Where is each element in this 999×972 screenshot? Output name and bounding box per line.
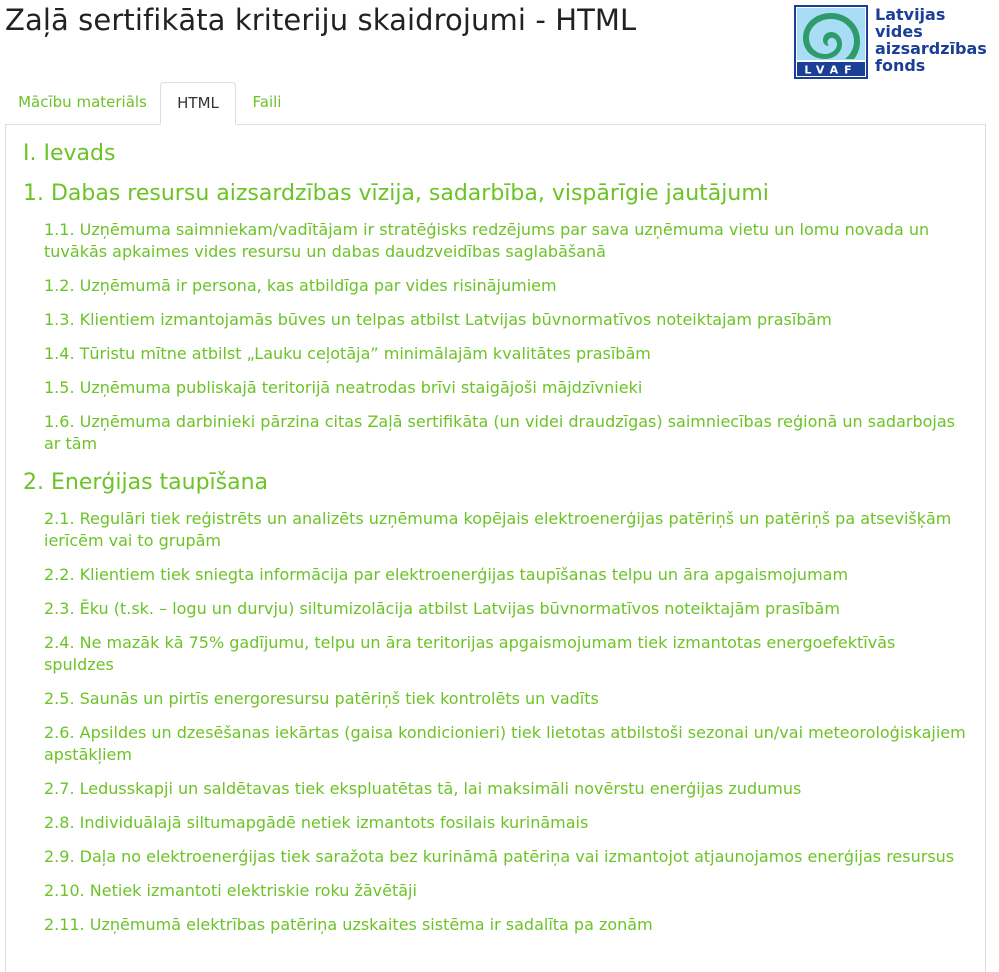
lvaf-logo-name bbox=[875, 6, 987, 74]
logo-name-line-2: vides bbox=[875, 22, 923, 41]
criterion-2-8[interactable]: 2.8. Individuālajā siltumapgādē netiek izmantots fosilais kurināmais bbox=[44, 813, 589, 832]
section-1 bbox=[23, 180, 969, 455]
lvaf-logo-letters: LVAF bbox=[804, 63, 858, 77]
lvaf-logo bbox=[794, 5, 990, 81]
criterion-2-4[interactable]: 2.4. Ne mazāk kā 75% gadījumu, telpu un āra teritorijas apgaismojumam tiek izmantotas energoefektīvās spuldzes bbox=[44, 633, 896, 674]
criterion-2-9[interactable]: 2.9. Daļa no elektroenerģijas tiek saražota bez kurināmā patēriņa vai izmantojot atjaunojamos enerģijas resursus bbox=[44, 847, 955, 866]
criterion-2-6[interactable]: 2.6. Apsildes un dzesēšanas iekārtas (gaisa kondicionieri) tiek lietotas atbilstoši sezonai un/vai meteoroloģiskajiem apstākļiem bbox=[44, 723, 966, 764]
lvaf-logo-mark bbox=[794, 5, 868, 79]
criterion-2-2[interactable]: 2.2. Klientiem tiek sniegta informācija par elektroenerģijas taupīšanas telpu un āra apgaismojumam bbox=[44, 565, 849, 584]
criterion-1-4[interactable]: 1.4. Tūristu mītne atbilst „Lauku ceļotāja” minimālajām kvalitātes prasībām bbox=[44, 344, 651, 363]
criterion-2-5[interactable]: 2.5. Saunās un pirtīs energoresursu patēriņš tiek kontrolēts un vadīts bbox=[44, 689, 599, 708]
criterion-2-1[interactable]: 2.1. Regulāri tiek reģistrēts un analizēts uzņēmuma kopējais elektroenerģijas patēriņš un patēriņš pa atsevišķām ierīcēm vai to grupām bbox=[44, 509, 952, 550]
logo-name-line-3: aizsardzības bbox=[875, 39, 987, 58]
criterion-1-2[interactable]: 1.2. Uzņēmumā ir persona, kas atbildīga par vides risinājumiem bbox=[44, 276, 557, 295]
criterion-2-11[interactable]: 2.11. Uzņēmumā elektrības patēriņa uzskaites sistēma ir sadalīta pa zonām bbox=[44, 915, 653, 934]
criterion-2-3[interactable]: 2.3. Ēku (t.sk. – logu un durvju) siltumizolācija atbilst Latvijas būvnormatīvos noteiktajām prasībām bbox=[44, 599, 840, 618]
criterion-2-7[interactable]: 2.7. Ledusskapji un saldētavas tiek ekspluatētas tā, lai maksimāli novērstu enerģijas zudumus bbox=[44, 779, 802, 798]
tab-files[interactable]: Faili bbox=[252, 93, 282, 111]
section-1-title[interactable]: 1. Dabas resursu aizsardzības vīzija, sadarbība, vispārīgie jautājumi bbox=[23, 181, 769, 206]
logo-name-line-4: fonds bbox=[875, 56, 926, 75]
tab-learning-material[interactable]: Mācību materiāls bbox=[18, 93, 147, 111]
criterion-2-10[interactable]: 2.10. Netiek izmantoti elektriskie roku žāvētāji bbox=[44, 881, 417, 900]
section-2 bbox=[23, 469, 969, 936]
tab-bar bbox=[5, 82, 986, 125]
logo-name-line-1: Latvijas bbox=[875, 5, 946, 24]
intro-heading[interactable]: I. Ievads bbox=[23, 141, 116, 166]
section-2-title[interactable]: 2. Enerģijas taupīšana bbox=[23, 470, 269, 495]
criterion-1-1[interactable]: 1.1. Uzņēmuma saimniekam/vadītājam ir stratēģisks redzējums par sava uzņēmuma vietu un lomu novada un tuvākās apkaimes vides resursu un dabas daudzveidības saglabāšanā bbox=[44, 220, 930, 261]
page-title: Zaļā sertifikāta kriteriju skaidrojumi - HTML bbox=[5, 3, 637, 37]
criteria-content bbox=[23, 140, 969, 950]
criterion-1-5[interactable]: 1.5. Uzņēmuma publiskajā teritorijā neatrodas brīvi staigājoši mājdzīvnieki bbox=[44, 378, 643, 397]
tab-html[interactable]: HTML bbox=[160, 82, 236, 125]
criterion-1-3[interactable]: 1.3. Klientiem izmantojamās būves un telpas atbilst Latvijas būvnormatīvos noteiktajam prasībām bbox=[44, 310, 832, 329]
criterion-1-6[interactable]: 1.6. Uzņēmuma darbinieki pārzina citas Zaļā sertifikāta (un videi draudzīgas) saimniecības reģionā un sadarbojas ar tām bbox=[44, 412, 955, 453]
